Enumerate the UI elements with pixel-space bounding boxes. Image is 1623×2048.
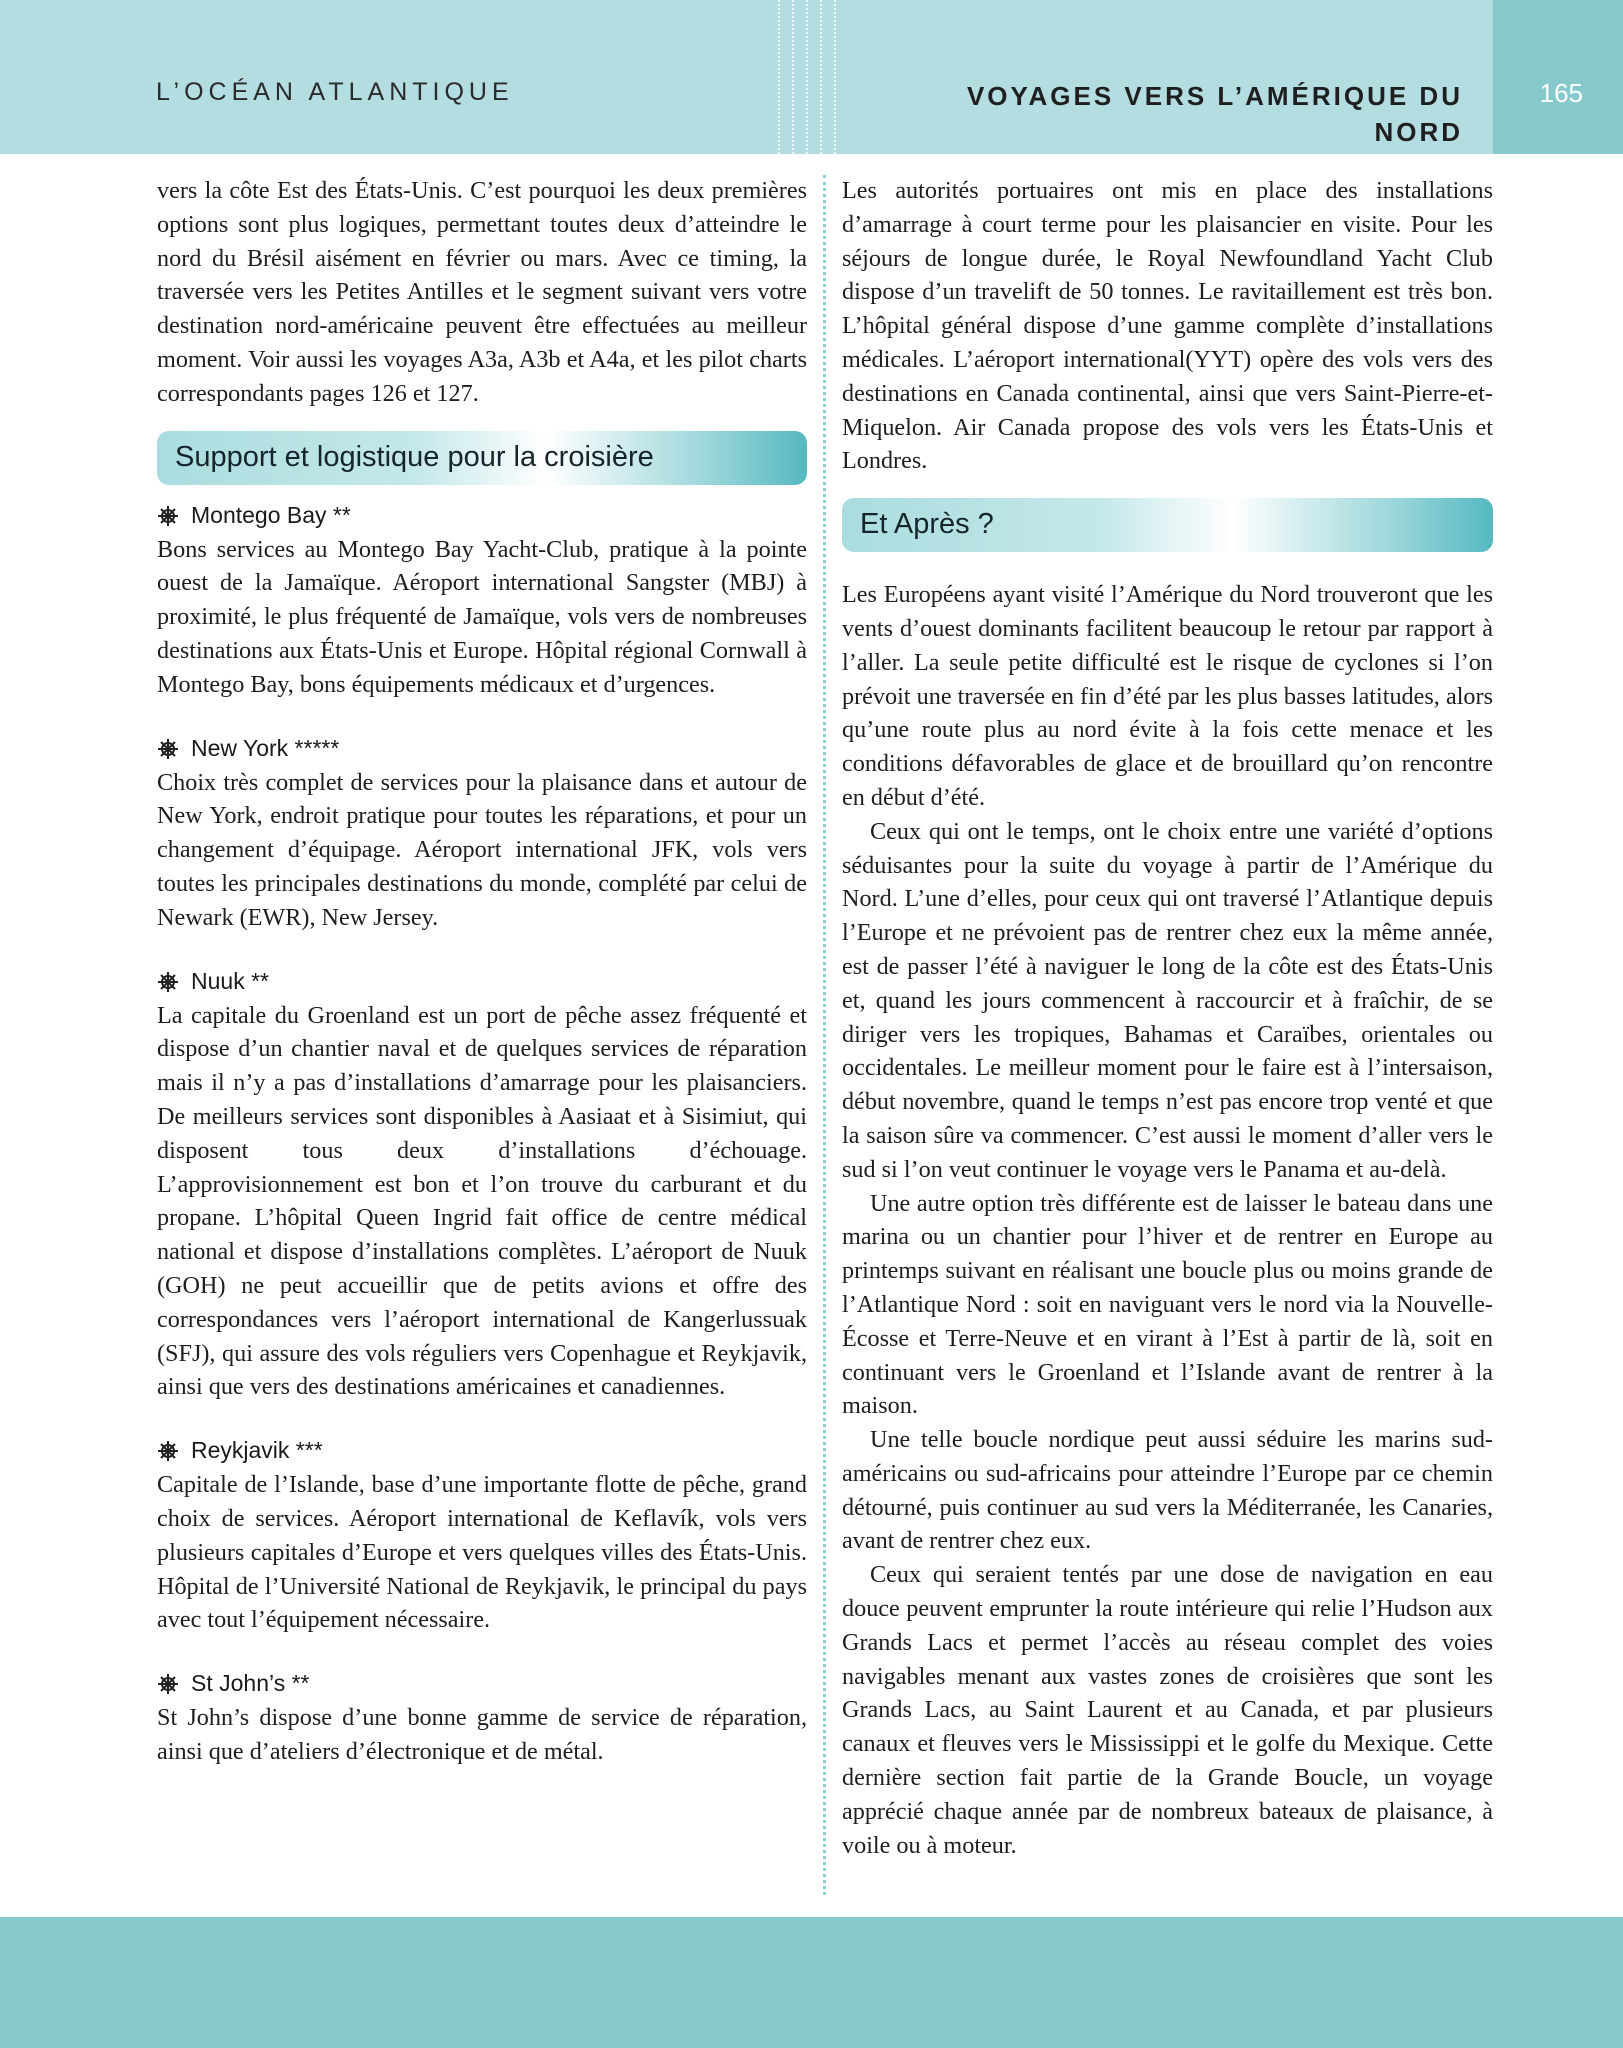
entry-new-york xyxy=(157,732,807,935)
header-dotted-line xyxy=(792,0,796,154)
page-number: 165 xyxy=(1539,78,1583,108)
running-title-right: VOYAGES VERS L’AMÉRIQUE DU NORD xyxy=(966,81,1463,147)
section-title: Et Après ? xyxy=(860,508,994,541)
entry-title-text: Reykjavik *** xyxy=(191,1437,323,1464)
entry-text: Choix très complet de services pour la plaisance dans et autour de New York, endroit pratique pour toutes les réparations, et pour un changement d’équipage. Aéroport international JFK, vols vers toutes les principales destinations du monde, complété par celui de Newark (EWR), New Jersey. xyxy=(157,768,807,931)
section-title: Support et logistique pour la croisière xyxy=(175,440,654,473)
body-paragraph: Une telle boucle nordique peut aussi séduire les marins sud-américains ou sud-africains pour atteindre l’Europe par ce chemin détourné, puis continuer au sud vers la Méditerranée, les Canaries, avant de rentrer chez eux. xyxy=(842,1426,1493,1555)
continued-paragraph: Les autorités portuaires ont mis en place des installations d’amarrage à court terme pour les plaisancier en visite. Pour les séjours de longue durée, le Royal Newfoundland Yacht Club dispose d’un travelift de 50 tonnes. Le ravitaillement est très bon. L’hôpital général dispose d’une gamme complète d’installations médicales. L’aéroport international(YYT) opère des vols vers des destinations en Canada continental, ainsi que vers Saint-Pierre-et-Miquelon. Air Canada propose des vols vers les États-Unis et Londres. xyxy=(842,177,1493,475)
page-number-tab xyxy=(1493,0,1623,154)
entry-nuuk xyxy=(157,965,807,1405)
header-dotted-line xyxy=(778,0,782,154)
section-heading-support xyxy=(157,431,807,485)
entry-title xyxy=(157,965,807,999)
entry-title-text: St John’s ** xyxy=(191,1670,310,1697)
column-divider xyxy=(823,175,828,1895)
intro-paragraph: vers la côte Est des États-Unis. C’est pourquoi les deux premières options sont plus logiques, permettant toutes deux d’atteindre le nord du Brésil aisément en février ou mars. Avec ce timing, la traversée vers les Petites Antilles et le segment suivant vers votre destination nord-américaine peuvent être effectuées au meilleur moment. Voir aussi les voyages A3a, A3b et A4a, et les pilot charts correspondants pages 126 et 127. xyxy=(157,177,807,407)
body-paragraph: Une autre option très différente est de laisser le bateau dans une marina ou un chantier pour l’hiver et de rentrer en Europe au printemps suivant en réalisant une boucle plus ou moins grande de l’Atlantique Nord : soit en naviguant vers le nord via la Nouvelle-Écosse et Terre-Neuve et en virant à l’Est à partir de là, soit en continuant vers le Groenland et l’Islande avant de rentrer à la maison. xyxy=(842,1189,1493,1420)
header-band xyxy=(0,0,1623,154)
body-paragraph: Ceux qui ont le temps, ont le choix entre une variété d’options séduisantes pour la suite du voyage à partir de l’Amérique du Nord. L’une d’elles, pour ceux qui ont traversé l’Atlantique depuis l’Europe et ne prévoient pas de rentrer chez eux la même année, est de passer l’été à naviguer le long de la côte est des États-Unis et, quand les jours commencent à raccourcir et à fraîchir, de se diriger vers les tropiques, Bahamas et Caraïbes, orientales ou occidentales. Le meilleur moment pour le faire est à l’intersaison, début novembre, quand le temps n’est pas encore trop venté et que la saison sûre va commencer. C’est aussi le moment d’aller vers le sud si l’on veut continuer le voyage vers le Panama et au-delà. xyxy=(842,817,1493,1183)
header-dotted-line xyxy=(820,0,824,154)
left-column xyxy=(157,174,807,1769)
section-heading-et-apres xyxy=(842,498,1493,552)
ship-wheel-icon xyxy=(157,505,179,527)
entry-title-text: New York ***** xyxy=(191,734,340,761)
entry-montego-bay xyxy=(157,499,807,702)
entry-text: St John’s dispose d’une bonne gamme de service de réparation, ainsi que d’ateliers d’électronique et de métal. xyxy=(157,1704,807,1765)
entry-title xyxy=(157,1434,807,1468)
entry-title-text: Montego Bay ** xyxy=(191,501,351,528)
body-paragraph: Ceux qui seraient tentés par une dose de navigation en eau douce peuvent emprunter la route intérieure qui relie l’Hudson aux Grands Lacs et permet l’accès au réseau complet des voies navigables menant aux vastes zones de croisières que sont les Grands Lacs, au Saint Laurent et au Canada, et par plusieurs canaux et fleuves vers le Mississippi et le golfe du Mexique. Cette dernière section fait partie de la Grande Boucle, un voyage apprécié chaque année par de nombreux bateaux de plaisance, à voile ou à moteur. xyxy=(842,1561,1493,1859)
header-dotted-line xyxy=(806,0,810,154)
entry-st-johns xyxy=(157,1667,807,1769)
right-column xyxy=(842,174,1493,1862)
ship-wheel-icon xyxy=(157,1673,179,1695)
entry-text: Bons services au Montego Bay Yacht-Club, pratique à la pointe ouest de la Jamaïque. Aéroport international Sangster (MBJ) à proximité, le plus fréquenté de Jamaïque, vols vers de nombreuses destinations aux États-Unis et Europe. Hôpital régional Cornwall à Montego Bay, bons équipements médicaux et d’urgences. xyxy=(157,535,807,698)
entry-title xyxy=(157,1667,807,1701)
ship-wheel-icon xyxy=(157,1440,179,1462)
entry-title-text: Nuuk ** xyxy=(191,967,269,994)
body-paragraph: Les Européens ayant visité l’Amérique du Nord trouveront que les vents d’ouest dominants facilitent beaucoup le retour par rapport à l’aller. La seule petite difficulté est le risque de cyclones si l’on prévoit une traversée en fin d’été par les plus basses latitudes, alors qu’une route plus au nord évite à la fois cette menace et les conditions défavorables de glace et de brouillard qu’on rencontre en début d’été. xyxy=(842,581,1493,811)
entry-title xyxy=(157,499,807,533)
ship-wheel-icon xyxy=(157,738,179,760)
entry-text: Capitale de l’Islande, base d’une importante flotte de pêche, grand choix de services. Aéroport international de Keflavík, vols vers plusieurs capitales d’Europe et vers quelques villes des États-Unis. Hôpital de l’Université National de Reykjavik, le principal du pays avec tout l’équipement nécessaire. xyxy=(157,1471,807,1634)
ship-wheel-icon xyxy=(157,971,179,993)
entry-text: La capitale du Groenland est un port de pêche assez fréquenté et dispose d’un chantier naval et de quelques services de réparation mais il n’y a pas d’installations d’amarrage pour les plaisanciers. De meilleurs services sont disponibles à Aasiaat et à Sisimiut, qui disposent tous deux d’installations d’échouage. L’approvisionnement est bon et l’on trouve du carburant et du propane. L’hôpital Queen Ingrid fait office de centre médical national et dispose d’installations complètes. L’aéroport de Nuuk (GOH) ne peut accueillir que de petits avions et offre des correspondances vers l’aéroport international de Kangerlussuak (SFJ), qui assure des vols réguliers vers Copenhague et Reykjavik, ainsi que vers des destinations américaines et canadiennes. xyxy=(157,1001,807,1401)
header-dotted-line xyxy=(834,0,838,154)
footer-band xyxy=(0,1917,1623,2048)
entry-title xyxy=(157,732,807,766)
running-title-left: L’OCÉAN ATLANTIQUE xyxy=(156,78,514,106)
entry-reykjavik xyxy=(157,1434,807,1637)
